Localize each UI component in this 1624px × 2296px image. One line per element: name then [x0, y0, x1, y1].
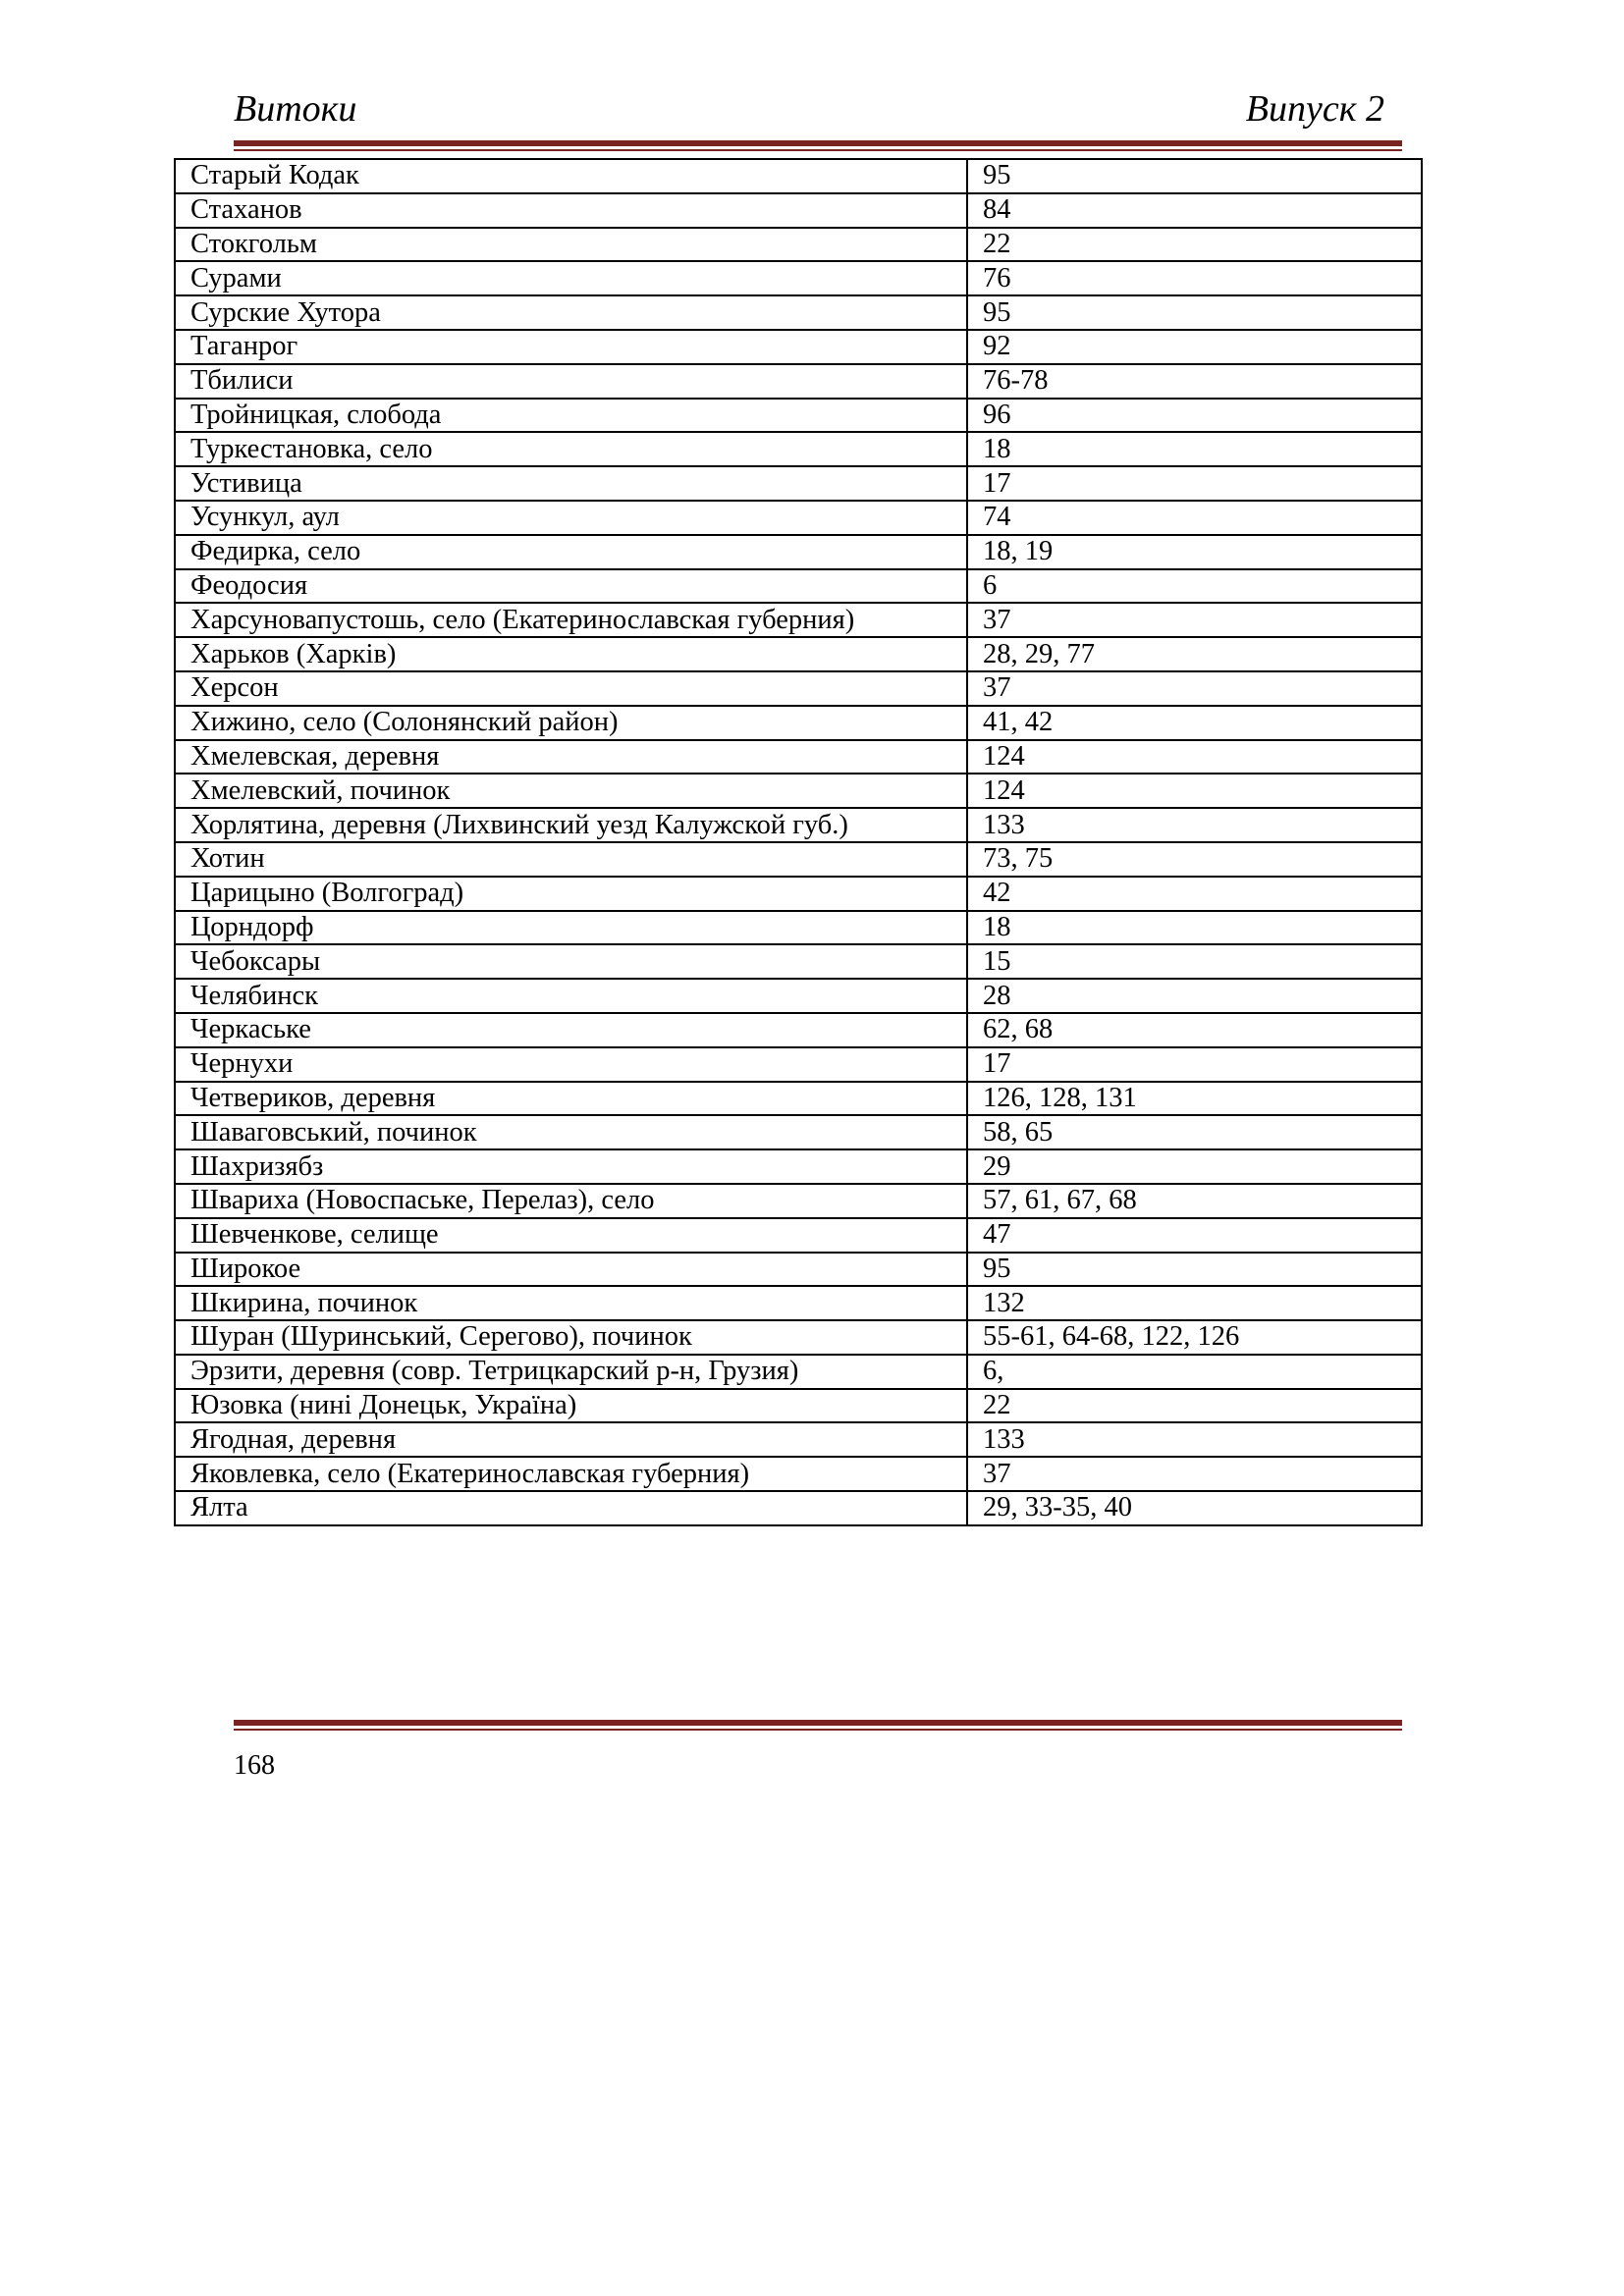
table-row [175, 1457, 1422, 1491]
page-refs-cell: 124 [967, 774, 1422, 808]
table-row [175, 364, 1422, 399]
table-row [175, 671, 1422, 706]
place-name-cell: Харьков (Харків) [175, 637, 967, 671]
page-refs-cell: 95 [967, 1253, 1422, 1287]
page-refs-cell: 124 [967, 740, 1422, 774]
place-name-cell: Сурские Хутора [175, 295, 967, 330]
table-row [175, 637, 1422, 671]
page-refs-cell: 126, 128, 131 [967, 1082, 1422, 1116]
page-refs-cell: 76-78 [967, 364, 1422, 399]
table-row [175, 159, 1422, 193]
table-row [175, 944, 1422, 979]
table-row [175, 466, 1422, 501]
place-name-cell: Челябинск [175, 979, 967, 1013]
table-row [175, 979, 1422, 1013]
table-row [175, 1253, 1422, 1287]
page-refs-cell: 6, [967, 1355, 1422, 1389]
page-refs-cell: 92 [967, 330, 1422, 364]
page-refs-cell: 41, 42 [967, 706, 1422, 740]
page-refs-cell: 37 [967, 603, 1422, 637]
page-refs-cell: 74 [967, 501, 1422, 535]
place-name-cell: Хорлятина, деревня (Лихвинский уезд Калужской губ.) [175, 808, 967, 842]
place-name-cell: Устивица [175, 466, 967, 501]
table-row [175, 1218, 1422, 1253]
place-name-cell: Яковлевка, село (Екатеринославская губерния) [175, 1457, 967, 1491]
page-refs-cell: 18, 19 [967, 535, 1422, 569]
page-refs-cell: 96 [967, 399, 1422, 433]
table-row [175, 603, 1422, 637]
place-name-cell: Усункул, аул [175, 501, 967, 535]
page-refs-cell: 95 [967, 295, 1422, 330]
header-rule [234, 140, 1402, 151]
page-refs-cell: 22 [967, 1389, 1422, 1423]
page-refs-cell: 95 [967, 159, 1422, 193]
table-row [175, 1355, 1422, 1389]
table-row [175, 1115, 1422, 1149]
page-refs-cell: 57, 61, 67, 68 [967, 1184, 1422, 1218]
page-refs-cell: 15 [967, 944, 1422, 979]
place-name-cell: Эрзити, деревня (совр. Тетрицкарский р-н, Грузия) [175, 1355, 967, 1389]
page-refs-cell: 55-61, 64-68, 122, 126 [967, 1320, 1422, 1355]
table-row [175, 1286, 1422, 1320]
place-name-cell: Юзовка (нині Донецьк, Україна) [175, 1389, 967, 1423]
place-name-cell: Феодосия [175, 569, 967, 604]
table-row [175, 569, 1422, 604]
place-name-cell: Широкое [175, 1253, 967, 1287]
table-row [175, 706, 1422, 740]
table-row [175, 261, 1422, 295]
table-row [175, 1082, 1422, 1116]
place-name-cell: Тбилиси [175, 364, 967, 399]
place-name-cell: Швариха (Новоспаське, Перелаз), село [175, 1184, 967, 1218]
place-name-cell: Хмелевская, деревня [175, 740, 967, 774]
page-refs-cell: 76 [967, 261, 1422, 295]
table-row [175, 295, 1422, 330]
table-row [175, 193, 1422, 228]
page-refs-cell: 132 [967, 1286, 1422, 1320]
table-row [175, 228, 1422, 262]
table-row [175, 432, 1422, 466]
place-name-cell: Тройницкая, слобода [175, 399, 967, 433]
place-name-cell: Царицыно (Волгоград) [175, 877, 967, 911]
page-refs-cell: 84 [967, 193, 1422, 228]
place-name-cell: Стаханов [175, 193, 967, 228]
place-name-cell: Шевченкове, селище [175, 1218, 967, 1253]
place-name-cell: Харсуновапустошь, село (Екатеринославская губерния) [175, 603, 967, 637]
place-name-cell: Федирка, село [175, 535, 967, 569]
page-number: 168 [234, 1750, 275, 1781]
place-index-table [174, 158, 1423, 1526]
page-refs-cell: 29, 33-35, 40 [967, 1491, 1422, 1525]
page-refs-cell: 62, 68 [967, 1013, 1422, 1047]
place-name-cell: Шахризябз [175, 1149, 967, 1184]
place-name-cell: Хотин [175, 842, 967, 877]
place-name-cell: Четвериков, деревня [175, 1082, 967, 1116]
table-row [175, 399, 1422, 433]
page-refs-cell: 18 [967, 911, 1422, 945]
table-row [175, 1422, 1422, 1457]
page-refs-cell: 73, 75 [967, 842, 1422, 877]
table-row [175, 1184, 1422, 1218]
place-name-cell: Туркестановка, село [175, 432, 967, 466]
page-refs-cell: 29 [967, 1149, 1422, 1184]
place-name-cell: Ялта [175, 1491, 967, 1525]
page-refs-cell: 42 [967, 877, 1422, 911]
place-name-cell: Шаваговський, починок [175, 1115, 967, 1149]
table-row [175, 1149, 1422, 1184]
footer-rule [234, 1720, 1402, 1731]
table-row [175, 501, 1422, 535]
place-name-cell: Стокгольм [175, 228, 967, 262]
table-row [175, 1389, 1422, 1423]
table-row [175, 1047, 1422, 1082]
place-name-cell: Ягодная, деревня [175, 1422, 967, 1457]
journal-title: Витоки [234, 88, 357, 130]
page-refs-cell: 58, 65 [967, 1115, 1422, 1149]
table-row [175, 842, 1422, 877]
table-row [175, 330, 1422, 364]
page-refs-cell: 18 [967, 432, 1422, 466]
table-row [175, 1491, 1422, 1525]
table-row [175, 1013, 1422, 1047]
place-name-cell: Старый Кодак [175, 159, 967, 193]
page-refs-cell: 47 [967, 1218, 1422, 1253]
table-row [175, 911, 1422, 945]
page-refs-cell: 28, 29, 77 [967, 637, 1422, 671]
page-refs-cell: 37 [967, 1457, 1422, 1491]
page-refs-cell: 133 [967, 1422, 1422, 1457]
table-row [175, 877, 1422, 911]
place-name-cell: Чебоксары [175, 944, 967, 979]
place-name-cell: Херсон [175, 671, 967, 706]
page-refs-cell: 133 [967, 808, 1422, 842]
place-name-cell: Хижино, село (Солонянский район) [175, 706, 967, 740]
table-row [175, 1320, 1422, 1355]
place-name-cell: Черкаське [175, 1013, 967, 1047]
table-row [175, 535, 1422, 569]
page-refs-cell: 22 [967, 228, 1422, 262]
place-index-body [175, 159, 1422, 1525]
table-row [175, 774, 1422, 808]
page-refs-cell: 6 [967, 569, 1422, 604]
page-refs-cell: 17 [967, 466, 1422, 501]
running-header [234, 77, 1384, 133]
place-name-cell: Шуран (Шуринський, Серегово), починок [175, 1320, 967, 1355]
page-refs-cell: 17 [967, 1047, 1422, 1082]
issue-label: Випуск 2 [1245, 88, 1384, 130]
table-row [175, 808, 1422, 842]
place-name-cell: Хмелевский, починок [175, 774, 967, 808]
place-name-cell: Цорндорф [175, 911, 967, 945]
page-refs-cell: 28 [967, 979, 1422, 1013]
place-name-cell: Таганрог [175, 330, 967, 364]
page-refs-cell: 37 [967, 671, 1422, 706]
table-row [175, 740, 1422, 774]
place-name-cell: Сурами [175, 261, 967, 295]
place-name-cell: Чернухи [175, 1047, 967, 1082]
place-name-cell: Шкирина, починок [175, 1286, 967, 1320]
